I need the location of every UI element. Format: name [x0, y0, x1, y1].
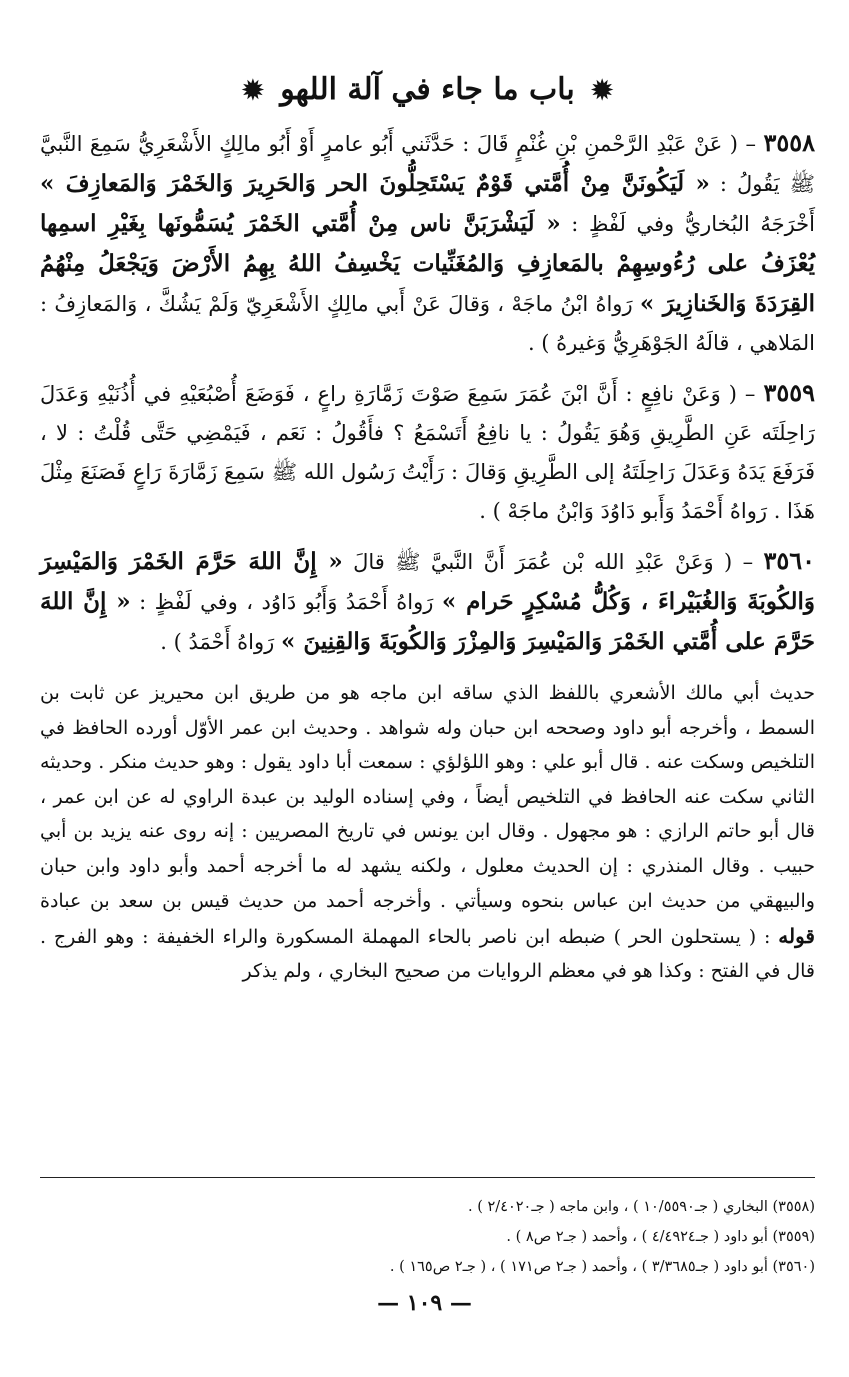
- hadith-number: ٣٥٦٠: [763, 546, 816, 575]
- bold-text-segment: « إِنَّ اللهَ حَرَّمَ على أُمَّتي الخَمْرَ وَالمَيْسِرَ وَالمِزْرَ وَالكُوبَةَ وَالقِنِينَ »: [40, 588, 815, 655]
- footnote-divider: [40, 1177, 815, 1178]
- text-segment: رَواهُ أَحْمَدُ وَأَبُو دَاوُد ، وفي لَفْظٍ :: [130, 590, 442, 614]
- text-segment: رَواهُ ابْنُ ماجَهْ ، وَقالَ عَنْ أَبي مالِكٍ الأَشْعَرِيّ وَلَمْ يَشُكَّ ، وَالمَعازِفُ : المَلاهي ، قالَهُ الجَوْهَرِيُّ وَغيرهُ ) .: [40, 292, 815, 355]
- text-segment: أَخْرَجَهُ البُخاريُّ وفي لَفْظٍ :: [560, 212, 816, 236]
- footnote-item: (٣٥٦٠) أبو داود ( جـ٣/٣٦٨٥ ) ، وأحمد ( جـ٢ ص١٧١ ) ، ( جـ٢ ص١٦٥ ) .: [389, 1259, 815, 1275]
- star-ornament-icon: ✹: [241, 76, 264, 106]
- footnote-item: (٣٥٥٩) أبو داود ( جـ٤/٤٩٢٤ ) ، وأحمد ( جـ٢ ص٨ ) .: [506, 1229, 815, 1245]
- star-ornament-icon: ✹: [591, 76, 614, 106]
- footnote-item: (٣٥٥٨) البخاري ( جـ١٠/٥٥٩٠ ) ، وابن ماجه ( جـ٢/٤٠٢٠ ) .: [468, 1199, 815, 1215]
- chapter-title-text: باب ما جاء في آلة اللهو: [280, 72, 575, 107]
- chapter-title: [40, 70, 815, 111]
- text-segment: – ( عَنْ عَبْدِ الرَّحْمنِ بْنِ غُنْمٍ قَالَ : حَدَّثَني أَبُو عامرٍ أَوْ أَبُو مالِكٍ الأَشْعَرِيُّ سَمِعَ النَّبيَّ ﷺ يَقُولُ :: [40, 132, 816, 196]
- hadith-paragraph: [40, 541, 815, 662]
- commentary-paragraph: [40, 676, 815, 989]
- text-segment: : ( يستحلون الحر ) ضبطه ابن ناصر بالحاء المهملة المسكورة والراء الخفيفة : وهو الفرج . قال في الفتح : وكذا هو في معظم الروايات من صحيح البخاري ، ولم يذكر: [40, 925, 815, 982]
- hadith-paragraph: [40, 373, 815, 531]
- text-segment: رَواهُ أَحْمَدُ ) .: [160, 630, 281, 654]
- text-segment: حديث أبي مالك الأشعري باللفظ الذي ساقه ابن ماجه هو من طريق ابن محيريز عن ثابت بن السمط ، وأخرجه أبو داود وصححه ابن حبان وله شواهد . وحديث ابن عمر الأوّل أورده الحافظ في التلخيص وسكت عنه . قال أبو علي : وهو اللؤلؤي : سمعت أبا داود يقول : وهو حديث منكر . وحديثه الثاني سكت عنه الحافظ في التلخيص أيضاً ، وفي إسناده الوليد بن عبدة الراوي له عن ابن عمر ، قال أبو حاتم الرازي : هو مجهول . وقال ابن يونس في تاريخ المصريين : إنه روى عنه يزيد بن أبي حبيب . وقال المنذري : إن الحديث معلول ، ولكنه يشهد له ما أخرجه أحمد وأبو داود وابن حبان والبيهقي من حديث ابن عباس بنحوه وسيأتي . وأخرجه أحمد من حديث قيس بن سعد بن عبادة: [40, 682, 815, 912]
- bold-text-segment: « لَيَشْرَبَنَّ ناس مِنْ أُمَّتي الخَمْرَ يُسَمُّونَها بِغَيْرِ اسمِها يُعْزَفُ على رُءُوسِهِمْ بالمَعازِفِ وَالمُغَنِّيات يَخْسِفُ اللهُ بِهِمُ الأَرْضَ وَيَجْعَلُ مِنْهُمُ القِرَدَةَ وَالخَنازِيرَ »: [40, 210, 815, 317]
- hadith-list: [40, 123, 815, 662]
- bold-text-segment: « لَيَكُونَنَّ مِنْ أُمَّتي قَوْمٌ يَسْتَحِلُّونَ الحر وَالحَرِيرَ وَالخَمْرَ وَالمَعازِفَ »: [40, 170, 710, 197]
- bold-text-segment: « إِنَّ اللهَ حَرَّمَ الخَمْرَ وَالمَيْسِرَ وَالكُوبَةَ وَالغُبَيْراءَ ، وَكُلُّ مُسْكِرٍ حَرام »: [40, 548, 815, 615]
- page-body: [40, 70, 815, 989]
- page-number: — ١٠٩ —: [377, 1290, 472, 1316]
- footnotes: [40, 1192, 815, 1282]
- hadith-number: ٣٥٥٨: [763, 128, 815, 157]
- hadith-number: ٣٥٥٩: [763, 378, 815, 407]
- text-segment: – ( وَعَنْ نافِعٍ : أَنَّ ابْنَ عُمَرَ سَمِعَ صَوْتَ زَمَّارَةِ راعٍ ، فَوَضَعَ أُصْبُعَيْهِ في أُذُنَيْهِ وَعَدَلَ رَاحِلَتَه عَنِ الطَّرِيقِ وَهُوَ يَقُولُ : يا نافِعُ أَتَسْمَعُ ؟ فأَقُولُ : نَعَم ، فَيَمْضِي حَتَّى قُلْتُ : لا ، فَرَفَعَ يَدَهُ وَعَدَلَ رَاحِلَتَهُ إلى الطَّرِيقِ وَقالَ : رَأَيْتُ رَسُول الله ﷺ سَمِعَ زَمَّارَةَ رَاعٍ فَصَنَعَ مِثْلَ هَذَا . رَواهُ أَحْمَدُ وَأَبو دَاوُدَ وَابْنُ ماجَهْ ) .: [40, 382, 815, 523]
- hadith-paragraph: [40, 123, 815, 363]
- bold-text-segment: قوله: [778, 923, 815, 948]
- text-segment: – ( وَعَنْ عَبْدِ الله بْن عُمَرَ أَنَّ النَّبيَّ ﷺ قالَ: [342, 550, 764, 574]
